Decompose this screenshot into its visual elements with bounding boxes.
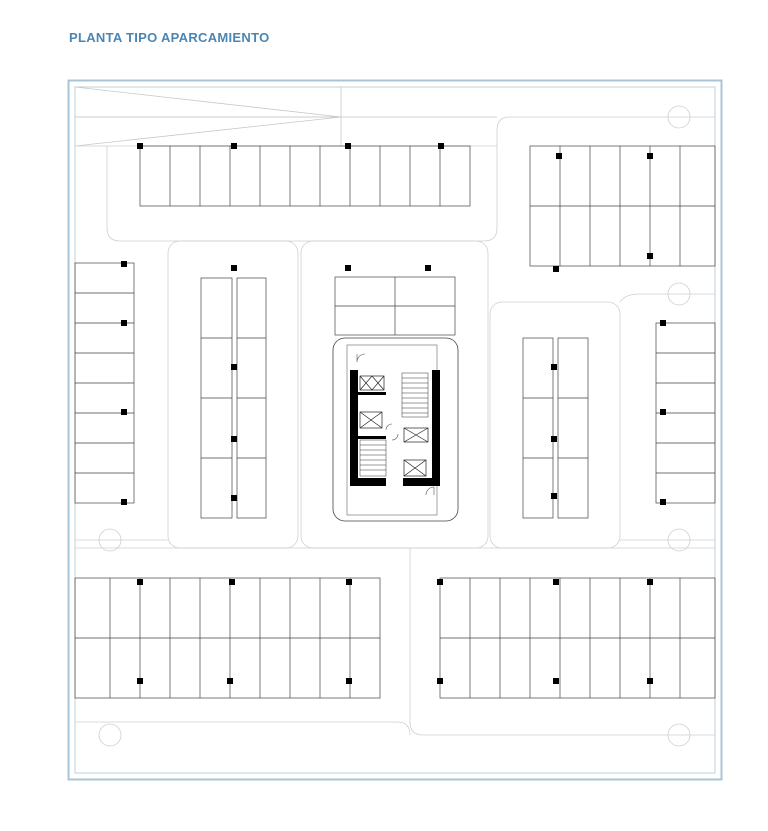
parking-bays [75,146,715,698]
stair-flights [360,373,428,476]
circulation-lanes [75,106,715,746]
stair-lift-core [333,338,458,521]
bay-row-top [140,146,470,206]
bay-block-center [335,277,455,335]
access-ramp [75,87,497,146]
drawing-title: PLANTA TIPO APARCAMIENTO [69,30,270,45]
bay-block-inner-left [201,278,266,518]
bay-block-bottom-right [440,578,715,698]
lift-shafts [360,376,428,476]
building-outline [69,81,722,780]
structural-columns [121,143,666,684]
bay-column-left [75,263,134,503]
bay-block-top-right [530,146,715,266]
